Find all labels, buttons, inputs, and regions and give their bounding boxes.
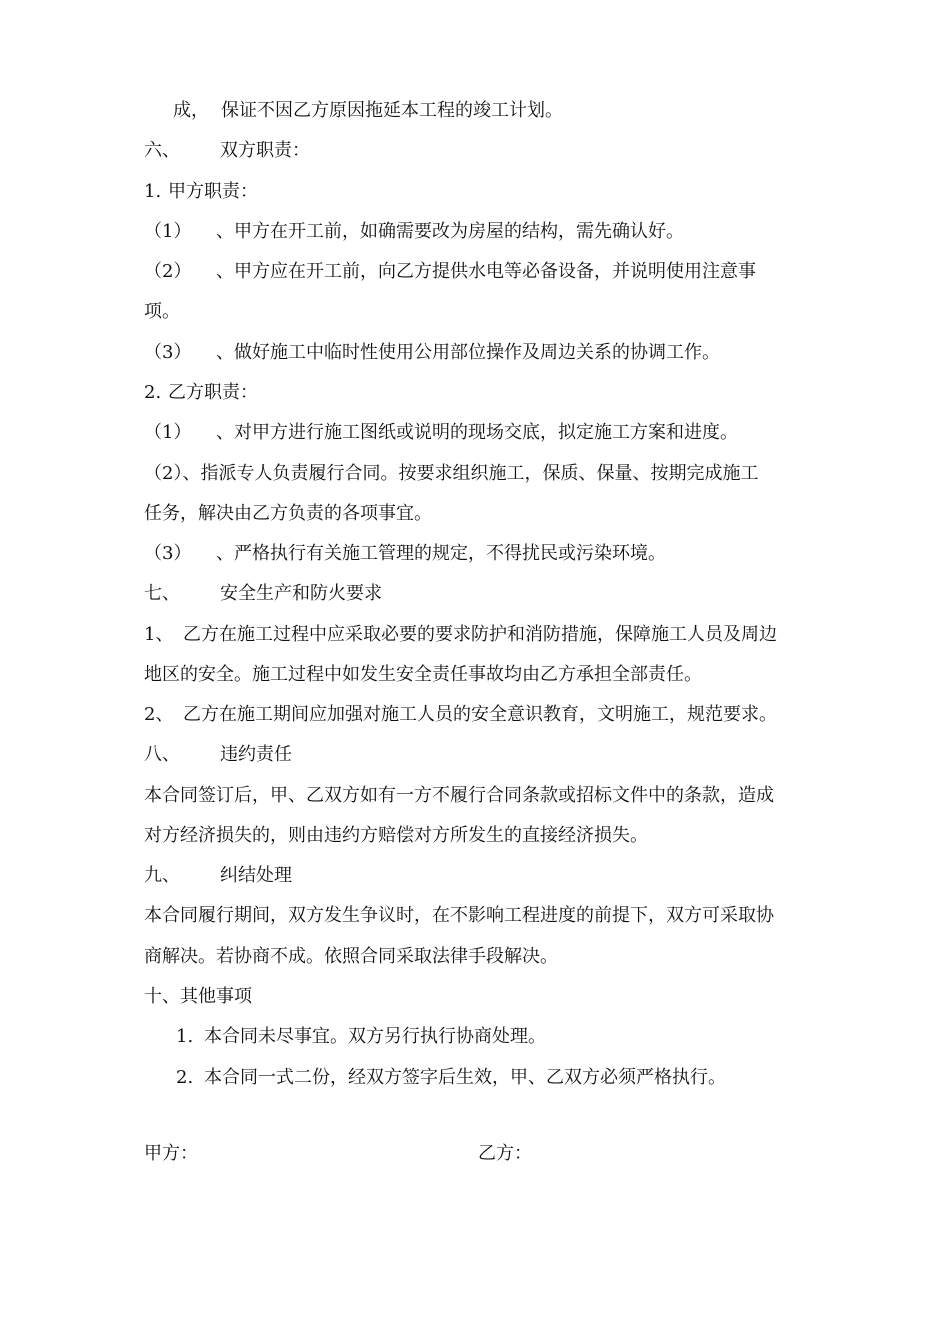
text-line: 成， 保证不因乙方原因拖延本工程的竣工计划。 <box>173 100 563 121</box>
list-item: 2. 本合同一式二份，经双方签字后生效，甲、乙双方必须严格执行。 <box>176 1067 726 1088</box>
text-line: （1） 、对甲方进行施工图纸或说明的现场交底，拟定施工方案和进度。 <box>144 422 738 443</box>
section-heading-7: 七、 安全生产和防火要求 <box>144 583 382 604</box>
text-line: 本合同履行期间，双方发生争议时，在不影响工程进度的前提下，双方可采取协 <box>144 905 774 926</box>
text-line: 地区的安全。施工过程中如发生安全责任事故均由乙方承担全部责任。 <box>144 664 702 685</box>
section-heading-6: 六、 双方职责： <box>144 140 310 161</box>
text-line: 任务，解决由乙方负责的各项事宜。 <box>144 503 432 524</box>
text-line: （2）、指派专人负责履行合同。按要求组织施工，保质、保量、按期完成施工 <box>144 463 759 484</box>
text-line: （2） 、甲方应在开工前，向乙方提供水电等必备设备，并说明使用注意事 <box>144 261 756 282</box>
text-line: 本合同签订后，甲、乙双方如有一方不履行合同条款或招标文件中的条款，造成 <box>144 785 774 806</box>
subheading-party-a: 1. 甲方职责： <box>144 181 258 202</box>
text-line: 项。 <box>144 301 180 322</box>
list-item: 1. 本合同未尽事宜。双方另行执行协商处理。 <box>176 1026 546 1047</box>
section-heading-9: 九、 纠结处理 <box>144 865 292 886</box>
text-line: （3） 、做好施工中临时性使用公用部位操作及周边关系的协调工作。 <box>144 342 720 363</box>
section-heading-10: 十、其他事项 <box>144 986 252 1007</box>
text-line: （1） 、甲方在开工前，如确需要改为房屋的结构，需先确认好。 <box>144 221 684 242</box>
signature-party-b-label: 乙方： <box>478 1143 532 1164</box>
signature-party-a-label: 甲方： <box>144 1143 198 1164</box>
subheading-party-b: 2. 乙方职责： <box>144 382 258 403</box>
text-line: 1、 乙方在施工过程中应采取必要的要求防护和消防措施，保障施工人员及周边 <box>144 624 777 645</box>
text-line: 商解决。若协商不成。依照合同采取法律手段解决。 <box>144 946 558 967</box>
section-heading-8: 八、 违约责任 <box>144 744 292 765</box>
text-line: 2、 乙方在施工期间应加强对施工人员的安全意识教育，文明施工，规范要求。 <box>144 704 777 725</box>
text-line: （3） 、严格执行有关施工管理的规定，不得扰民或污染环境。 <box>144 543 666 564</box>
text-line: 对方经济损失的，则由违约方赔偿对方所发生的直接经济损失。 <box>144 825 648 846</box>
